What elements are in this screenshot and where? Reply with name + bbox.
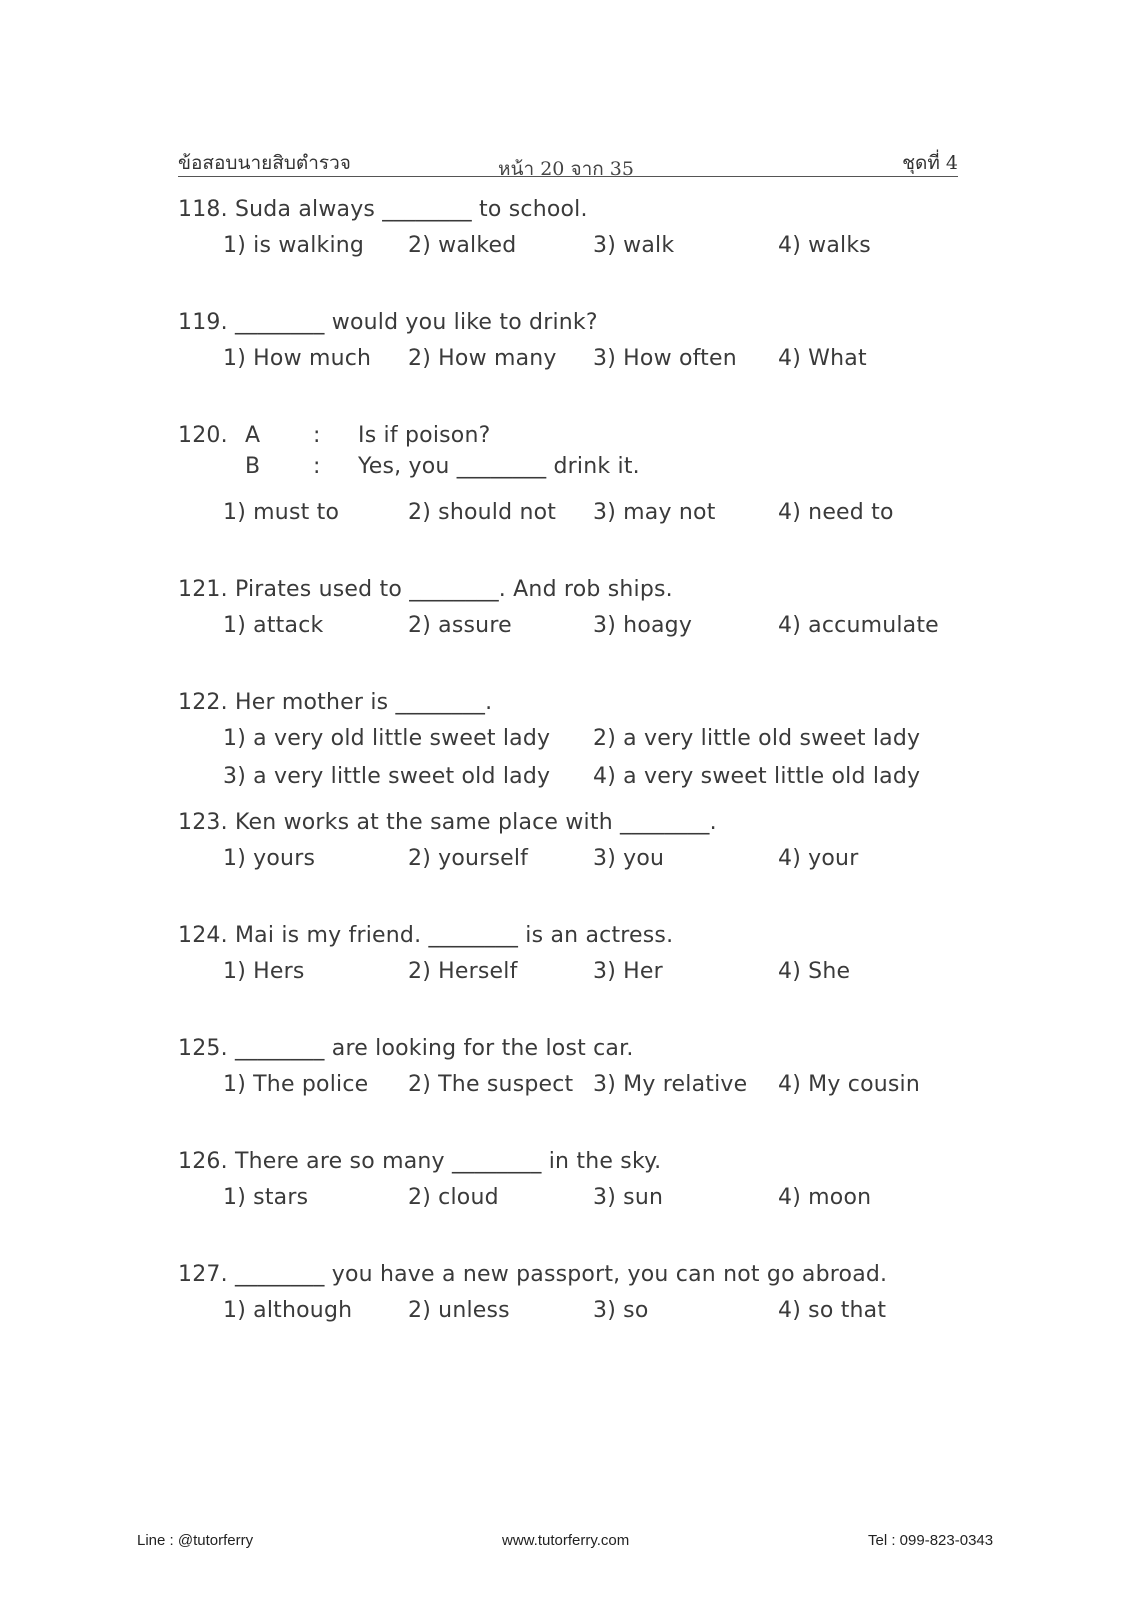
option-1: 1) must to	[223, 500, 340, 525]
question-stem: 118. Suda always ________ to school.	[178, 197, 588, 222]
option-3: 3) so	[593, 1298, 649, 1323]
question-stem: 119. ________ would you like to drink?	[178, 310, 598, 335]
option-4: 4) What	[778, 346, 867, 371]
question-126	[178, 1147, 978, 1223]
option-3: 3) How often	[593, 346, 737, 371]
question-124	[178, 921, 978, 997]
speaker: B	[245, 454, 261, 479]
question-number: 120.	[178, 423, 228, 448]
option-3: 3) My relative	[593, 1072, 748, 1097]
question-stem: 127. ________ you have a new passport, you can not go abroad.	[178, 1262, 888, 1287]
options-row-2	[178, 764, 978, 802]
options-row	[178, 613, 978, 651]
options-row	[178, 346, 978, 384]
option-3: 3) may not	[593, 500, 716, 525]
question-122	[178, 688, 978, 802]
option-3: 3) sun	[593, 1185, 664, 1210]
options-row	[178, 1185, 978, 1223]
speaker-colon: :	[313, 454, 321, 479]
options-row	[178, 846, 978, 884]
page-header	[178, 142, 958, 180]
set-number: ชุดที่ 4	[902, 152, 958, 174]
exam-title: ข้อสอบนายสิบตำรวจ	[178, 152, 351, 174]
option-2: 2) walked	[408, 233, 517, 258]
option-2: 2) Herself	[408, 959, 518, 984]
option-2: 2) assure	[408, 613, 512, 638]
question-stem: 123. Ken works at the same place with ________.	[178, 810, 717, 835]
option-4: 4) a very sweet little old lady	[593, 764, 921, 789]
dialogue-line-a	[178, 420, 978, 451]
question-stem: 121. Pirates used to ________. And rob ships.	[178, 577, 673, 602]
footer-line-contact: Line : @tutorferry	[137, 1532, 254, 1549]
options-row	[178, 500, 978, 538]
options-row	[178, 1072, 978, 1110]
option-2: 2) How many	[408, 346, 557, 371]
option-2: 2) a very little old sweet lady	[593, 726, 921, 751]
question-stem: 125. ________ are looking for the lost car.	[178, 1036, 634, 1061]
options-row-1	[178, 726, 978, 764]
option-3: 3) hoagy	[593, 613, 693, 638]
footer-tel: Tel : 099-823-0343	[868, 1532, 994, 1549]
option-4: 4) so that	[778, 1298, 887, 1323]
option-1: 1) Hers	[223, 959, 305, 984]
question-125	[178, 1034, 978, 1110]
page-number: หน้า 20 จาก 35	[498, 158, 634, 180]
option-4: 4) walks	[778, 233, 871, 258]
option-2: 2) yourself	[408, 846, 529, 871]
question-120	[178, 420, 978, 538]
option-1: 1) is walking	[223, 233, 365, 258]
question-123	[178, 808, 978, 884]
option-1: 1) stars	[223, 1185, 309, 1210]
dialogue-line-b	[178, 451, 978, 482]
question-stem: 126. There are so many ________ in the sky.	[178, 1149, 662, 1174]
speaker-colon: :	[313, 423, 321, 448]
option-3: 3) Her	[593, 959, 663, 984]
option-1: 1) although	[223, 1298, 353, 1323]
question-127	[178, 1260, 978, 1336]
option-4: 4) your	[778, 846, 859, 871]
option-1: 1) How much	[223, 346, 372, 371]
option-4: 4) need to	[778, 500, 894, 525]
option-2: 2) The suspect	[408, 1072, 574, 1097]
option-3: 3) walk	[593, 233, 675, 258]
option-1: 1) a very old little sweet lady	[223, 726, 551, 751]
question-118	[178, 195, 978, 271]
question-stem: 122. Her mother is ________.	[178, 690, 493, 715]
question-121	[178, 575, 978, 651]
option-4: 4) moon	[778, 1185, 872, 1210]
options-row	[178, 959, 978, 997]
options-row	[178, 1298, 978, 1336]
option-4: 4) She	[778, 959, 851, 984]
options-row	[178, 233, 978, 271]
option-3: 3) a very little sweet old lady	[223, 764, 551, 789]
question-stem: 124. Mai is my friend. ________ is an actress.	[178, 923, 674, 948]
speaker: A	[245, 423, 261, 448]
option-1: 1) The police	[223, 1072, 369, 1097]
footer-website: www.tutorferry.com	[502, 1532, 630, 1549]
option-3: 3) you	[593, 846, 665, 871]
option-1: 1) attack	[223, 613, 324, 638]
option-2: 2) should not	[408, 500, 557, 525]
option-2: 2) unless	[408, 1298, 510, 1323]
dialogue-text: Yes, you ________ drink it.	[358, 454, 640, 479]
option-4: 4) My cousin	[778, 1072, 920, 1097]
option-4: 4) accumulate	[778, 613, 939, 638]
dialogue-text: Is if poison?	[358, 423, 491, 448]
option-2: 2) cloud	[408, 1185, 499, 1210]
option-1: 1) yours	[223, 846, 316, 871]
question-119	[178, 308, 978, 384]
